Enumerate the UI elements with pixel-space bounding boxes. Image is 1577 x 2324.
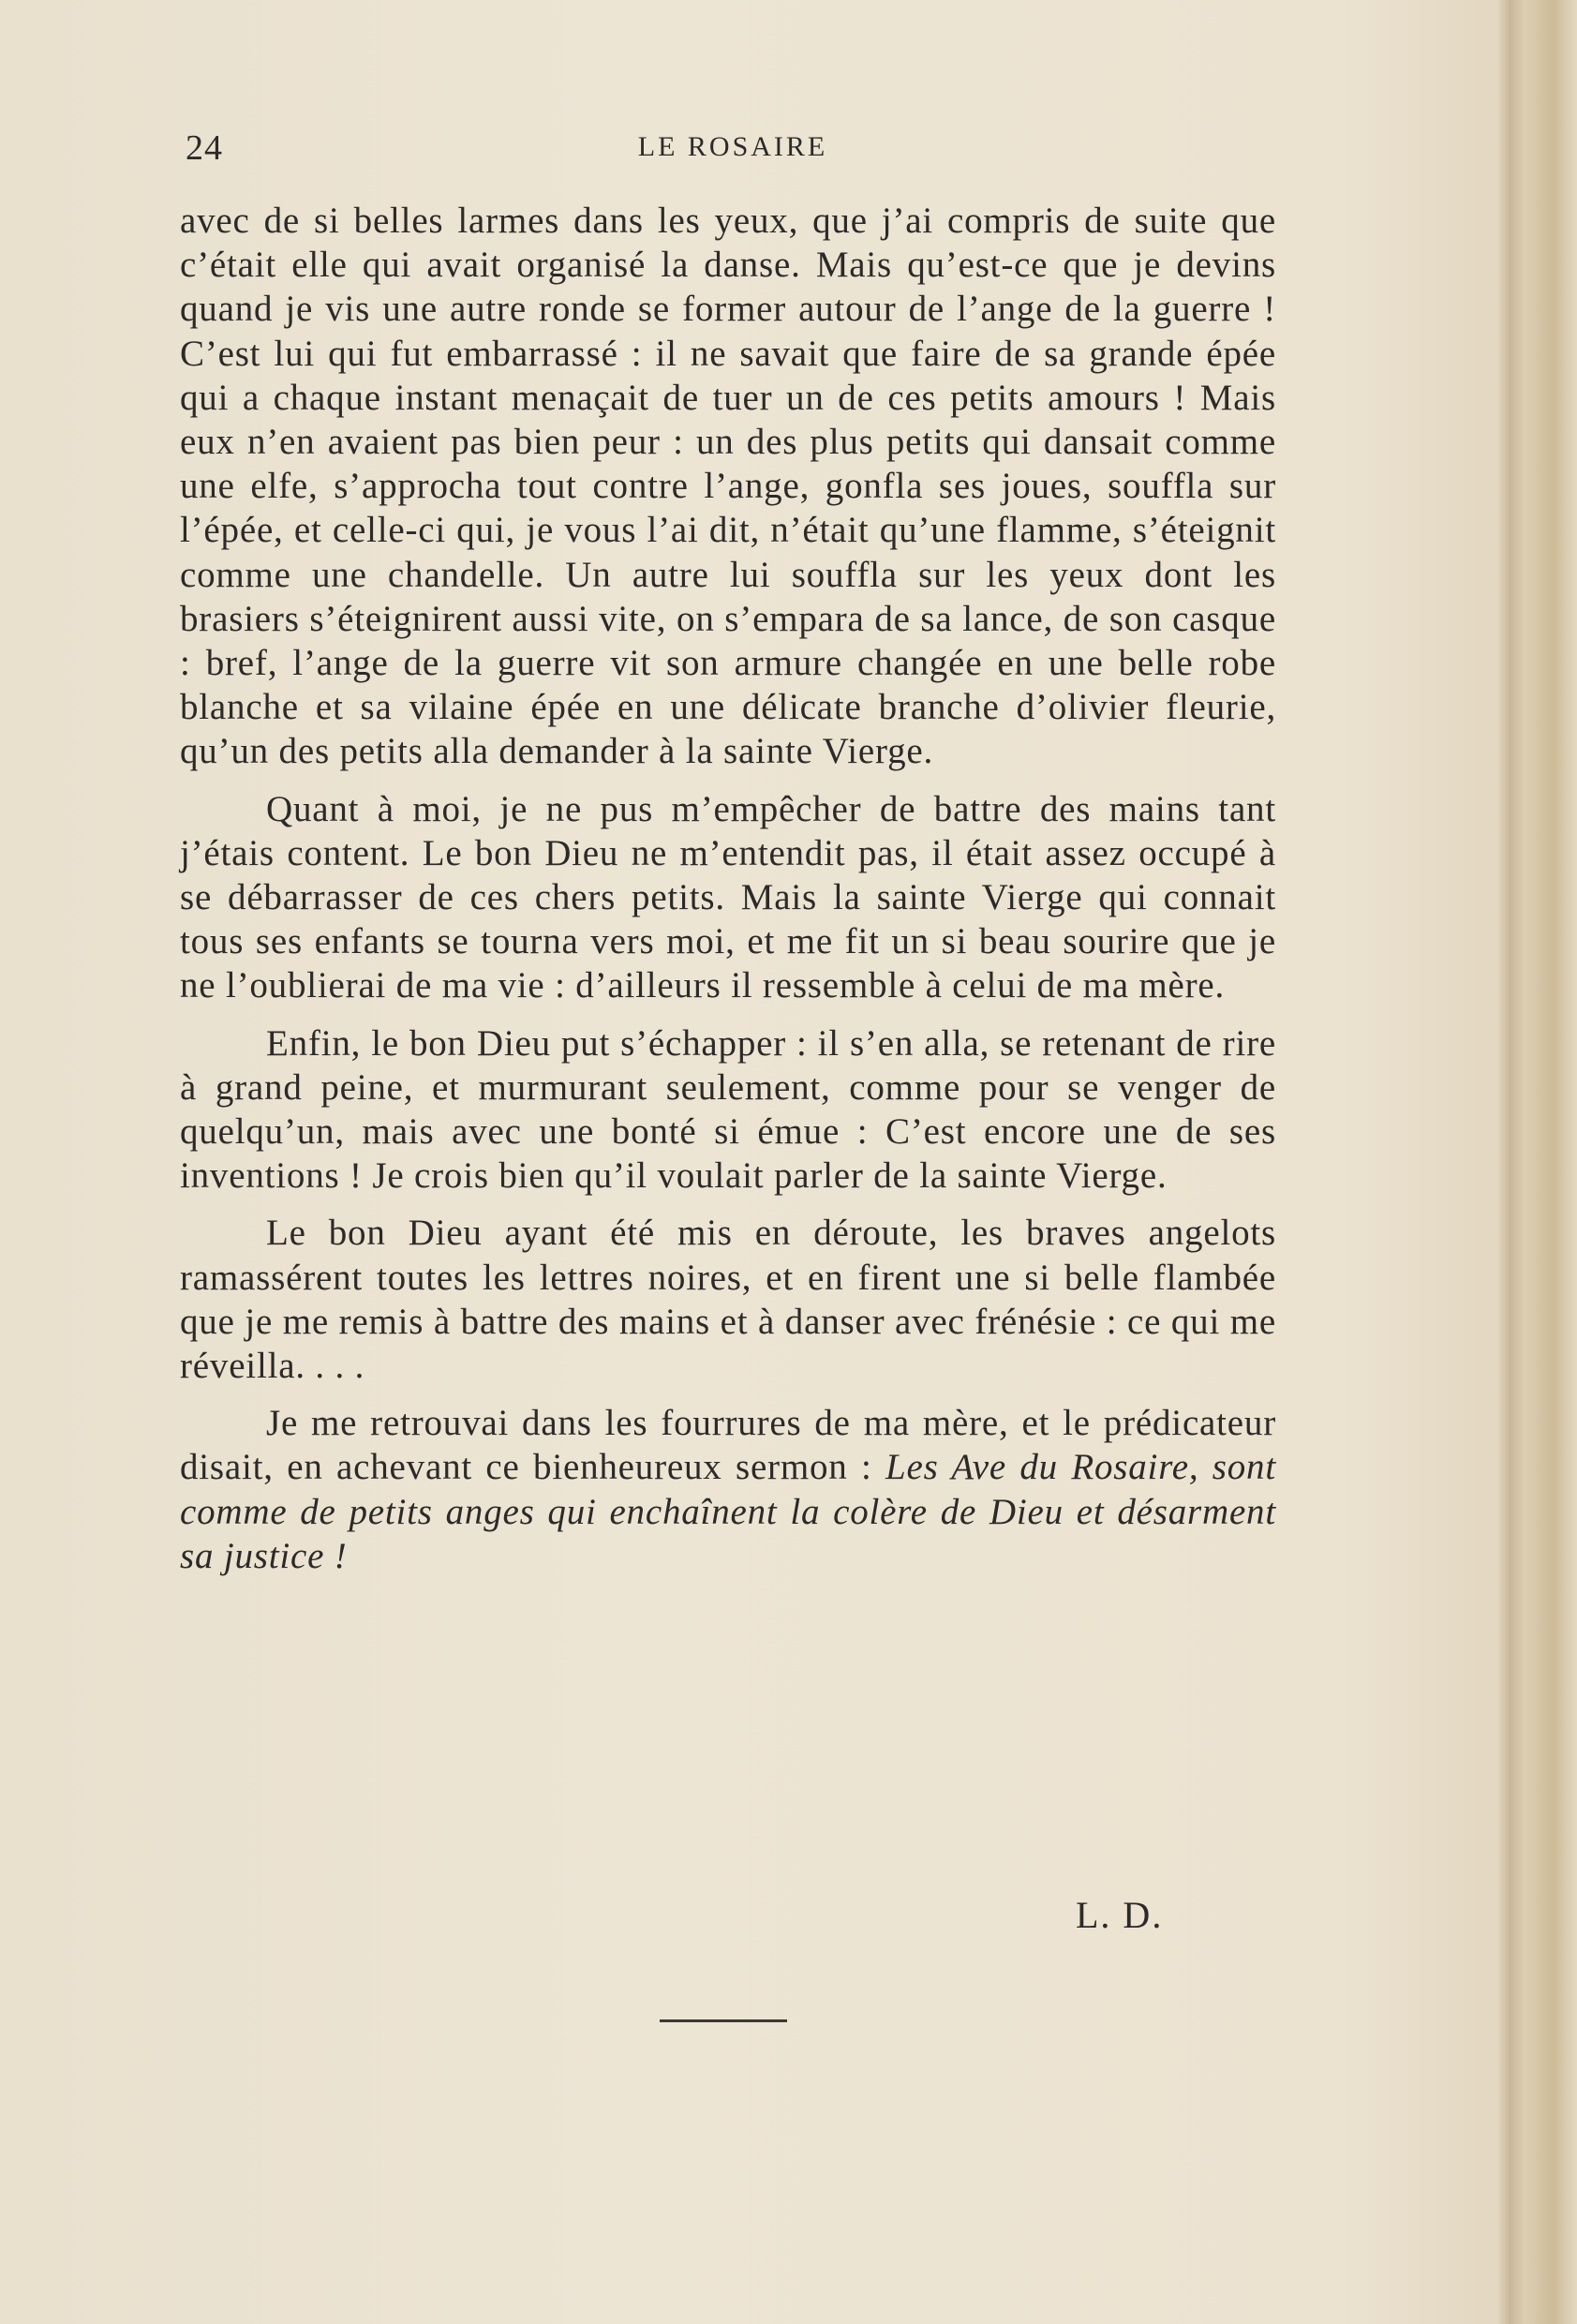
- paragraph-quant-a-moi: Quant à moi, je ne pus m’empêcher de battre des mains tant j’étais content. Le bon Dieu ne m’entendit pas, il était assez occupé à se débarrasser de ces chers petits. Mais la sainte Vierge qui connait tous ses enfants se tourna vers moi, et me fit un si beau sourire que je ne l’oublierai de ma vie : d’ailleurs il ressemble à celui de ma mère.: [180, 788, 1276, 1006]
- sermon-quote: Les Ave du Rosaire, sont comme de petits anges qui enchaînent la colère de Dieu et désarment sa justice !: [180, 1447, 1276, 1576]
- paragraph-conclusion: [180, 1401, 1276, 1578]
- page-edge-shadow: [1497, 0, 1524, 2324]
- page-number: 24: [186, 128, 223, 168]
- running-header: [180, 127, 1276, 172]
- paragraph-le-bon-dieu: Le bon Dieu ayant été mis en déroute, les braves angelots ramassérent toutes les lettres noires, et en firent une si belle flambée que je me remis à battre des mains et à danser avec frénésie : ce qui me réveilla. . . .: [180, 1213, 1276, 1387]
- section-end-rule: [660, 2019, 787, 2022]
- body-text: [180, 199, 1276, 1578]
- conclusion-text: Je me retrouvai dans les fourrures de ma mère, et le prédicateur disait, en achevant ce bienheureux sermon :: [180, 1403, 1276, 1488]
- author-signature: L. D.: [1076, 1894, 1164, 1936]
- paragraph-continued: avec de si belles larmes dans les yeux, que j’ai compris de suite que c’était elle qui avait organisé la danse. Mais qu’est-ce que je devins quand je vis une autre ronde se former autour de l’ange de la guerre ! C’est lui qui fut embarrassé : il ne savait que faire de sa grande épée qui a chaque instant menaçait de tuer un de ces petits amours ! Mais eux n’en avaient pas bien peur : un des plus petits qui dansait comme une elfe, s’approcha tout contre l’ange, gonfla ses joues, souffla sur l’épée, et celle-ci qui, je vous l’ai dit, n’était qu’une flamme, s’éteignit comme une chandelle. Un autre lui souffla sur les yeux dont les brasiers s’éteignirent aussi vite, on s’empara de sa lance, de son casque : bref, l’ange de la guerre vit son armure changée en une belle robe blanche et sa vilaine épée en une délicate branche d’olivier fleurie, qu’un des petits alla demander à la sainte Vierge.: [180, 201, 1276, 772]
- paragraph-enfin: Enfin, le bon Dieu put s’échapper : il s’en alla, se retenant de rire à grand peine, et murmurant seulement, comme pour se venger de quelqu’un, mais avec une bonté si émue : C’est encore une de ses inventions ! Je crois bien qu’il voulait parler de la sainte Vierge.: [180, 1022, 1276, 1197]
- running-title: LE ROSAIRE: [637, 131, 828, 162]
